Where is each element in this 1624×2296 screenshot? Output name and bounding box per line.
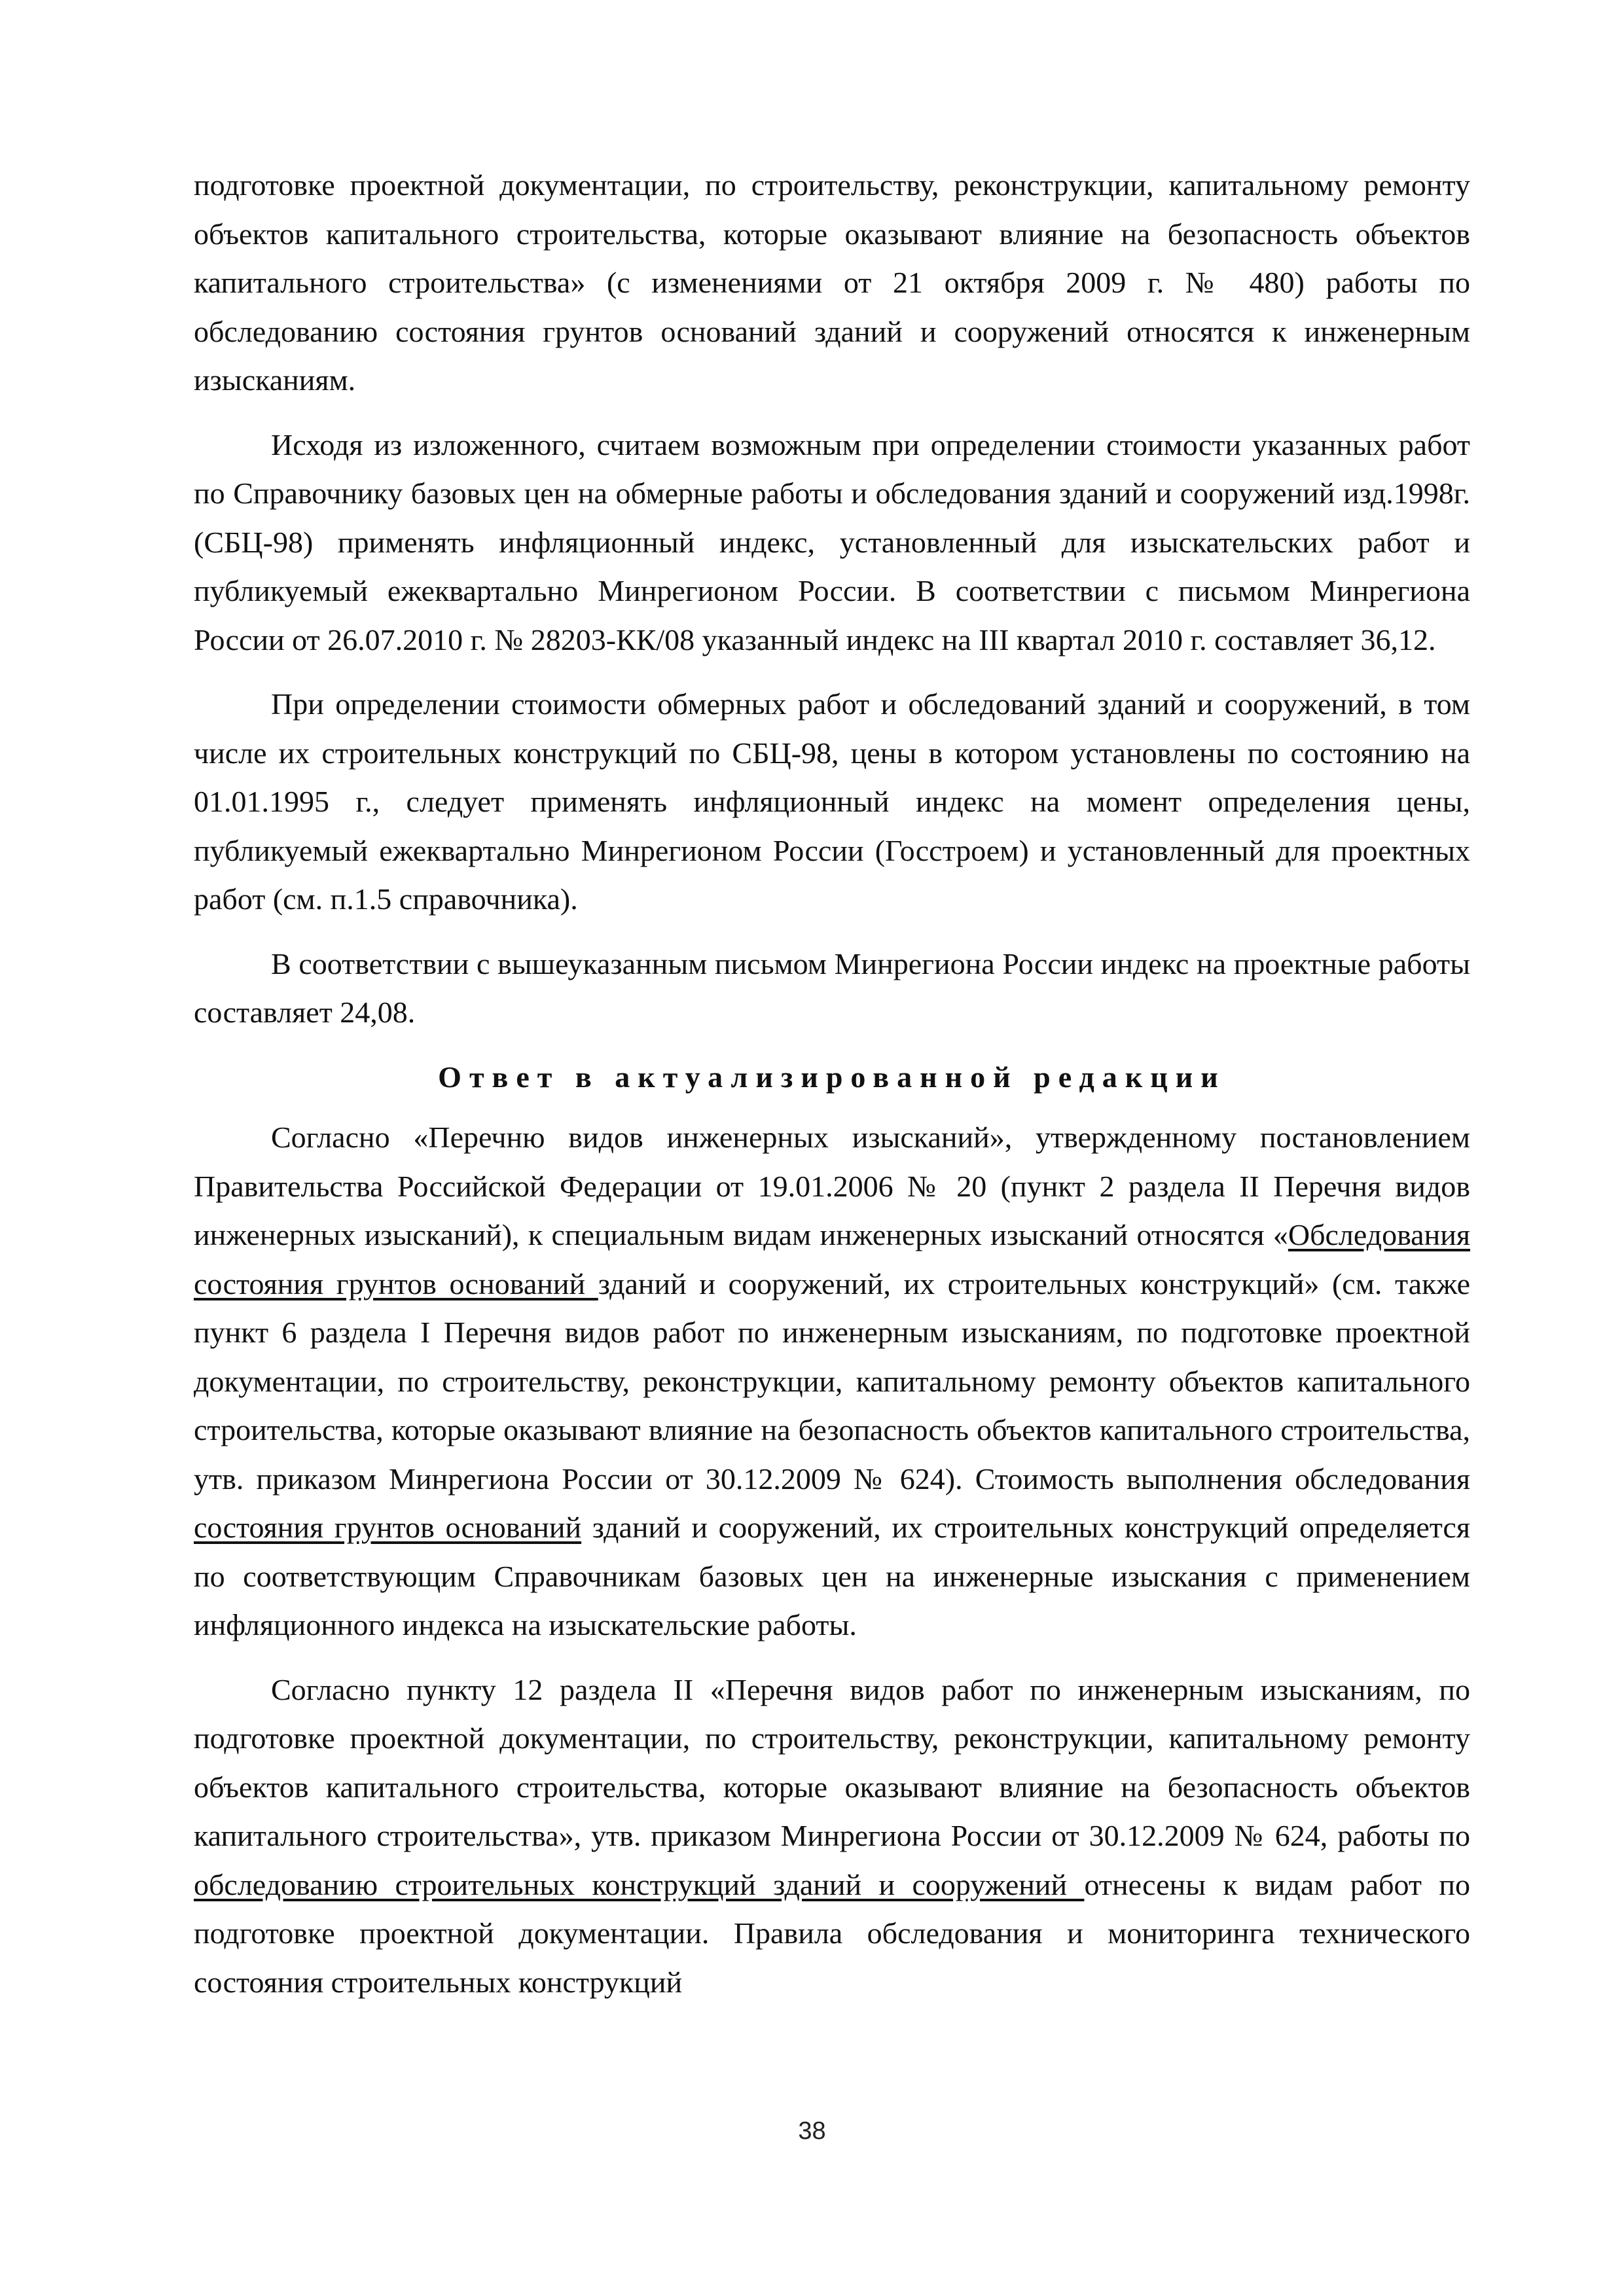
page-number: 38 xyxy=(798,2117,826,2145)
paragraph-text: В соответствии с вышеуказанным письмом Минрегиона России индекс на проектные работы составляет 24,08. xyxy=(194,946,1470,1029)
paragraph-design-index xyxy=(194,940,1470,1037)
paragraph-text: подготовке проектной документации, по строительству, реконструкции, капитальному ремонту объектов капитального строительства, которые оказывают влияние на безопасность объектов капитального строительства» (с изменениями от 21 октября 2009 г. № 480) работы по обследованию состояния грунтов оснований зданий и сооружений относятся к инженерным изысканиям. xyxy=(194,168,1470,397)
paragraph-text: отнесены к видам работ по подготовке проектной документации. Правила обследования и мониторинга технического состояния строительных конструкций xyxy=(194,1867,1470,1999)
section-heading: Ответ в актуализированной редакции xyxy=(438,1060,1226,1094)
paragraph-continuation xyxy=(194,161,1470,405)
paragraph-survey-list xyxy=(194,1113,1470,1650)
paragraph-text: Согласно пункту 12 раздела II «Перечня видов работ по инженерным изысканиям, по подготовке проектной документации, по строительству, реконструкции, капитальному ремонту объектов капитального строительства, которые оказывают влияние на безопасность объектов капитального строительства», утв. приказом Минрегиона России от 30.12.2009 № 624, работы по xyxy=(194,1672,1470,1852)
paragraph-text: зданий и сооружений, их строительных конструкций определяется по соответствующим Справочникам базовых цен на инженерные изыскания с применением инфляционного индекса на изыскательские работы. xyxy=(194,1511,1470,1641)
paragraph-text: зданий и сооружений, их строительных конструкций» (см. также пункт 6 раздела I Перечня видов работ по инженерным изысканиям, по подготовке проектной документации, по строительству, реконструкции, капитальному ремонту объектов капитального строительства, которые оказывают влияние на безопасность объектов капитального строительства, утв. приказом Минрегиона России от 30.12.2009 № 624). Стоимость выполнения обследования xyxy=(194,1266,1470,1496)
paragraph-measurement-cost xyxy=(194,680,1470,924)
paragraph-text: Исходя из изложенного, считаем возможным при определении стоимости указанных работ по Справочнику базовых цен на обмерные работы и обследования зданий и сооружений изд.1998г. (СБЦ-98) применять инфляционный индекс, установленный для изыскательских работ и публикуемый ежеквартально Минрегионом России. В соответствии с письмом Минрегиона России от 26.07.2010 г. № 28203-КК/08 указанный индекс на III квартал 2010 г. составляет 36,12. xyxy=(194,427,1470,656)
paragraph-index-survey xyxy=(194,421,1470,665)
paragraph-works-list xyxy=(194,1666,1470,2007)
paragraph-text: Согласно «Перечню видов инженерных изысканий», утвержденному постановлением Правительства Российской Федерации от 19.01.2006 № 20 (пункт 2 раздела II Перечня видов инженерных изысканий), к специальным видам инженерных изысканий относятся « xyxy=(194,1121,1470,1251)
underlined-phrase: состояния грунтов оснований xyxy=(194,1511,582,1544)
paragraph-text: При определении стоимости обмерных работ и обследований зданий и сооружений, в том числе их строительных конструкций по СБЦ-98, цены в котором установлены по состоянию на 01.01.1995 г., следует применять инфляционный индекс на момент определения цены, публикуемый ежеквартально Минрегионом России (Госстроем) и установленный для проектных работ (см. п.1.5 справочника). xyxy=(194,687,1470,916)
body-text xyxy=(194,161,1470,2022)
underlined-phrase: Обследования состояния грунтов оснований xyxy=(194,1218,1470,1300)
underlined-phrase: обследованию строительных конструкций зданий и сооружений xyxy=(194,1867,1085,1901)
